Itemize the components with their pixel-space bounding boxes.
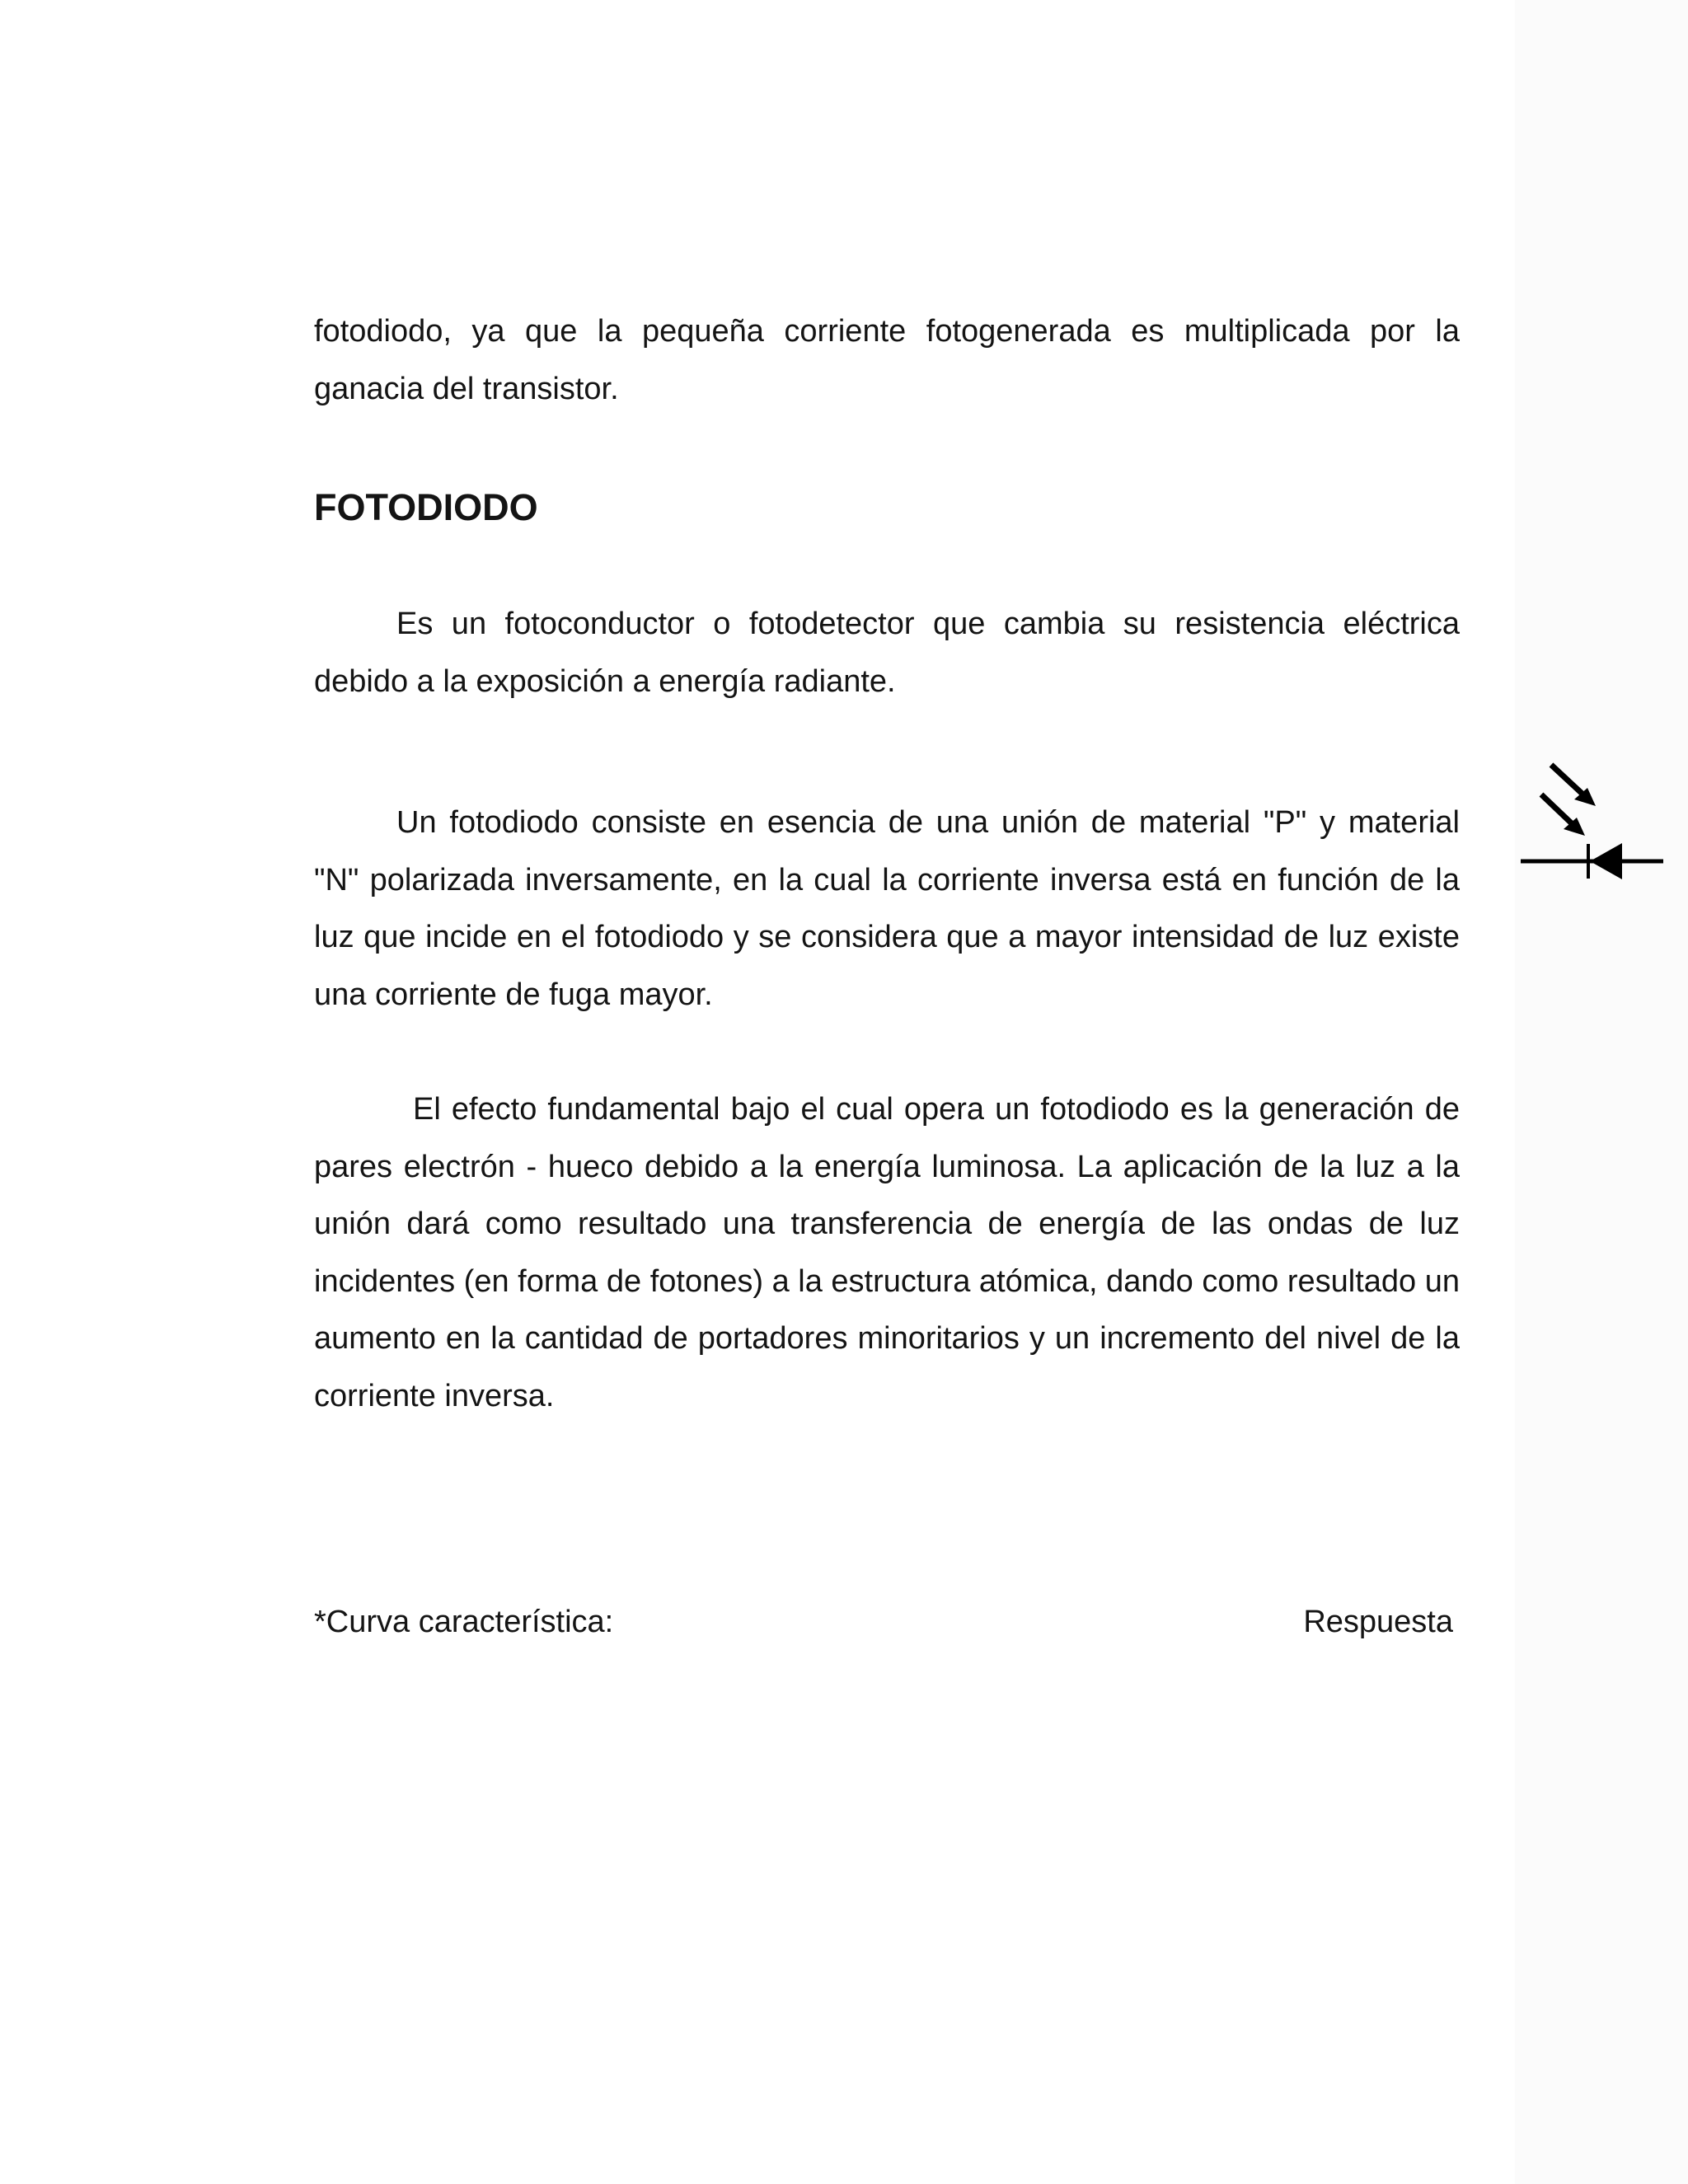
page-edge-shade: [1515, 0, 1688, 2184]
response-label: Respuesta: [1303, 1605, 1453, 1639]
diode-triangle: [1590, 843, 1622, 879]
curve-row: [314, 1596, 1453, 1648]
intro-continuation-paragraph: fotodiodo, ya que la pequeña corriente fotogenerada es multiplicada por la ganacia del transistor.: [314, 314, 1460, 406]
curve-label: *Curva característica:: [314, 1605, 614, 1639]
photodiode-symbol-icon: [1517, 758, 1673, 890]
effect-paragraph: El efecto fundamental bajo el cual opera un fotodiodo es la generación de pares electrón - hueco debido a la energía luminosa. La aplicación de la luz a la unión dará como resultado una transferencia de energía de las ondas de luz incidentes (en forma de fotones) a la estructura atómica, dando como resultado un aumento en la cantidad de portadores minoritarios y un incremento del nivel de la corriente inversa.: [314, 1092, 1460, 1413]
definition-paragraph: Es un fotoconductor o fotodetector que cambia su resistencia eléctrica debido a la exposición a energía radiante.: [314, 607, 1460, 699]
structure-paragraph: Un fotodiodo consiste en esencia de una unión de material "P" y material "N" polarizada inversamente, en la cual la corriente inversa está en función de la luz que incide en el fotodiodo y se considera que a mayor intensidad de luz existe una corriente de fuga mayor.: [314, 805, 1460, 1012]
light-arrow-icon: [1551, 765, 1596, 806]
section-heading: FOTODIODO: [314, 486, 538, 528]
